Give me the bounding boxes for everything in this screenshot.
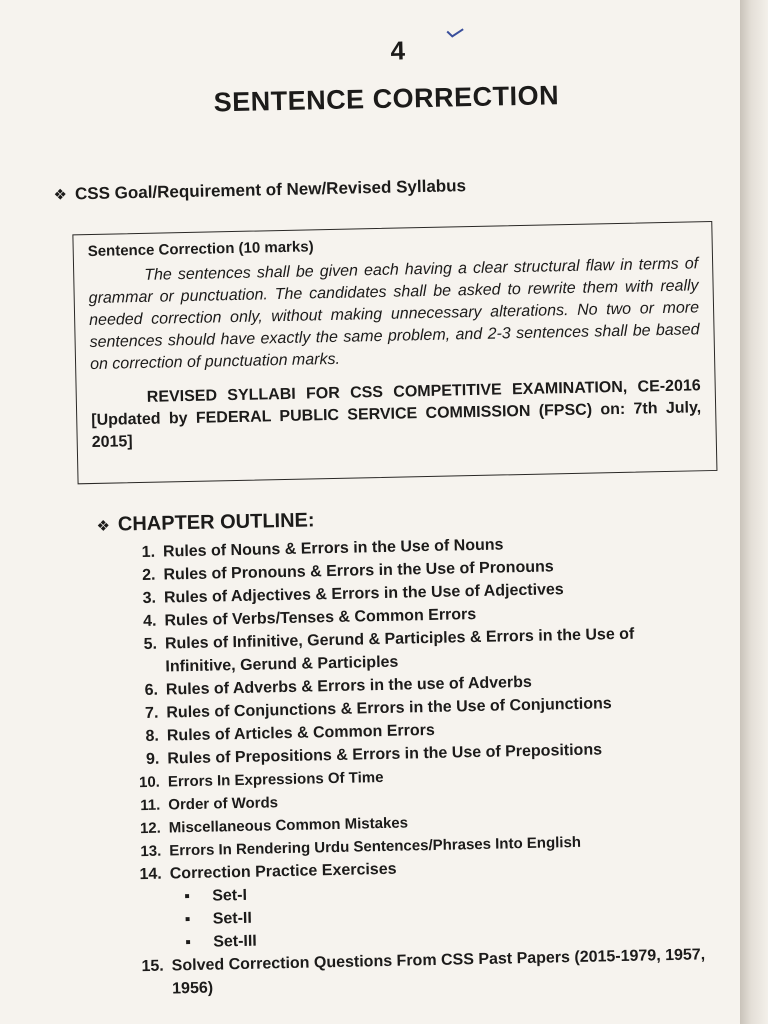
outline-item: 7. Rules of Conjunctions & Errors in the Use of Conjunctions — [144, 695, 612, 722]
square-bullet-icon: ▪ — [184, 888, 191, 906]
chapter-number: 4 — [390, 35, 406, 66]
outline-item: 5. Rules of Infinitive, Gerund & Participles & Errors in the Use of Infinitive, Gerund & Participles — [143, 625, 635, 676]
page-edge — [740, 0, 768, 1024]
outline-item: 11. Order of Words — [140, 794, 279, 815]
outline-item: 8. Rules of Articles & Common Errors — [145, 721, 435, 745]
outline-heading — [96, 509, 315, 537]
outline-item: 14. Correction Practice Exercises — [139, 860, 397, 884]
pen-tick-icon — [446, 28, 464, 38]
outline-item: 2. Rules of Pronouns & Errors in the Use of Pronouns — [142, 558, 554, 584]
outline-item: 3. Rules of Adjectives & Errors in the Use of Adjectives — [142, 581, 564, 607]
practice-set-item: ▪ Set-I — [126, 874, 706, 909]
chapter-title: SENTENCE CORRECTION — [213, 80, 560, 118]
practice-set-item: ▪ Set-III — [127, 920, 707, 955]
syllabus-reference: REVISED SYLLABI FOR CSS COMPETITIVE EXAMINATION, CE-2016 [Updated by FEDERAL PUBLIC SERVICE COMMISSION (FPSC) on: 7th July, 2015] — [91, 377, 702, 452]
practice-set-item: ▪ Set-II — [127, 897, 707, 932]
goal-heading-text: CSS Goal/Requirement of New/Revised Syllabus — [74, 176, 467, 204]
syllabus-box — [72, 221, 717, 484]
outline-item: 6. Rules of Adverbs & Errors in the use of Adverbs — [144, 673, 533, 699]
outline-item: 9. Rules of Prepositions & Errors in the Use of Prepositions — [145, 741, 603, 768]
outline-heading-text: CHAPTER OUTLINE: — [117, 509, 315, 536]
outline-item: 1. Rules of Nouns & Errors in the Use of Nouns — [141, 536, 504, 562]
square-bullet-icon: ▪ — [185, 934, 192, 952]
outline-item: 10. Errors In Expressions Of Time — [138, 768, 384, 792]
syllabus-box-body: The sentences shall be given each having a clear structural flaw in terms of grammar or punctuation. The candidates shall be asked to rewrite them with really needed correction only, without making unnecessary alterations. No two or more sentences should have exactly the same problem, and 2-3 sentences shall be based on correction of punctuation marks. — [88, 255, 700, 374]
diamond-bullet-icon: ❖ — [96, 517, 111, 535]
outline-item: 4. Rules of Verbs/Tenses & Common Errors — [142, 606, 477, 630]
chapter-outline-list — [119, 529, 709, 1001]
outline-item: 15. Solved Correction Questions From CSS Past Papers (2015-1979, 1957, 1956) — [141, 946, 706, 998]
outline-item: 13. Errors In Rendering Urdu Sentences/Phrases Into English — [140, 833, 582, 861]
square-bullet-icon: ▪ — [184, 911, 191, 929]
syllabus-box-heading: Sentence Correction (10 marks) — [87, 238, 314, 261]
outline-item: 12. Miscellaneous Common Mistakes — [139, 814, 409, 838]
diamond-bullet-icon: ❖ — [53, 186, 68, 204]
goal-heading — [53, 176, 466, 205]
